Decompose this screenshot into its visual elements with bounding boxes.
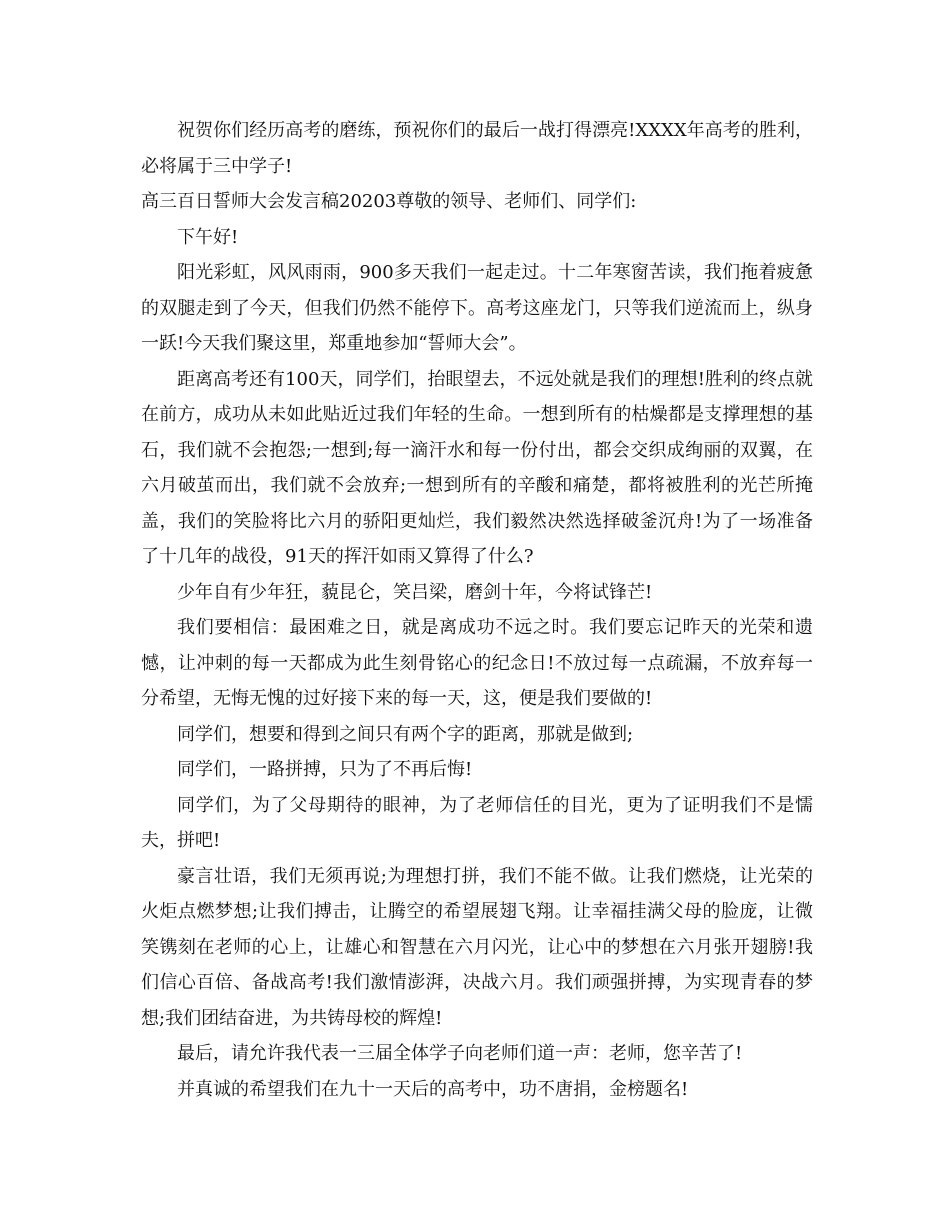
paragraph-body: 距离高考还有100天，同学们，抬眼望去，不远处就是我们的理想!胜利的终点就在前方，成功从未如此贴近过我们年轻的生命。一想到所有的枯燥都是支撑理想的基石，我们就不会抱怨;一想到;每一滴汗水和每一份付出，都会交织成绚丽的双翼，在六月破茧而出，我们就不会放弃;一想到所有的辛酸和痛楚，都将被胜利的光芒所掩盖，我们的笑脸将比六月的骄阳更灿烂，我们毅然决然选择破釜沉舟!为了一场准备了十几年的战役，91天的挥汗如雨又算得了什么? [141, 368, 813, 567]
paragraph-speech-title: 高三百日誓师大会发言稿20203尊敬的领导、老师们、同学们: [141, 191, 637, 212]
paragraph-body: 我们要相信：最困难之日，就是离成功不远之时。我们要忘记昨天的光荣和遗憾，让冲刺的每一天都成为此生刻骨铭心的纪念日!不放过每一点疏漏，不放弃每一分希望，无悔无愧的过好接下来的每一天，这，便是我们要做的! [141, 617, 813, 709]
paragraph-body: 阳光彩虹，风风雨雨，900多天我们一起走过。十二年寒窗苦读，我们拖着疲惫的双腿走到了今天，但我们仍然不能停下。高考这座龙门，只等我们逆流而上，纵身一跃!今天我们聚这里，郑重地参加“誓师大会”。 [141, 262, 813, 354]
paragraph-body: 少年自有少年狂，藐昆仑，笑吕梁，磨剑十年，今将试锋芒! [177, 581, 653, 603]
paragraph-congratulation: 祝贺你们经历高考的磨练，预祝你们的最后一战打得漂亮!XXXX年高考的胜利，必将属于三中学子! [141, 120, 813, 177]
paragraph-body: 同学们，一路拼搏，只为了不再后悔! [177, 759, 473, 780]
document-body [141, 113, 813, 1107]
paragraph-body: 豪言壮语，我们无须再说;为理想打拼，我们不能不做。让我们燃烧，让光荣的火炬点燃梦想;让我们搏击，让腾空的希望展翅飞翔。让幸福挂满父母的脸庞，让微笑镌刻在老师的心上，让雄心和智慧在六月闪光，让心中的梦想在六月张开翅膀!我们信心百倍、备战高考!我们激情澎湃，决战六月。我们顽强拼搏，为实现青春的梦想;我们团结奋进，为共铸母校的辉煌! [141, 865, 813, 1029]
paragraph-body: 同学们，想要和得到之间只有两个字的距离，那就是做到; [177, 723, 634, 745]
paragraph-greeting: 下午好! [177, 226, 239, 248]
paragraph-body: 同学们，为了父母期待的眼神，为了老师信任的目光，更为了证明我们不是懦夫，拼吧! [141, 794, 813, 851]
paragraph-closing: 最后，请允许我代表一三届全体学子向老师们道一声：老师，您辛苦了! [177, 1043, 743, 1064]
paragraph-closing: 并真诚的希望我们在九十一天后的高考中，功不唐捐，金榜题名! [177, 1078, 689, 1100]
